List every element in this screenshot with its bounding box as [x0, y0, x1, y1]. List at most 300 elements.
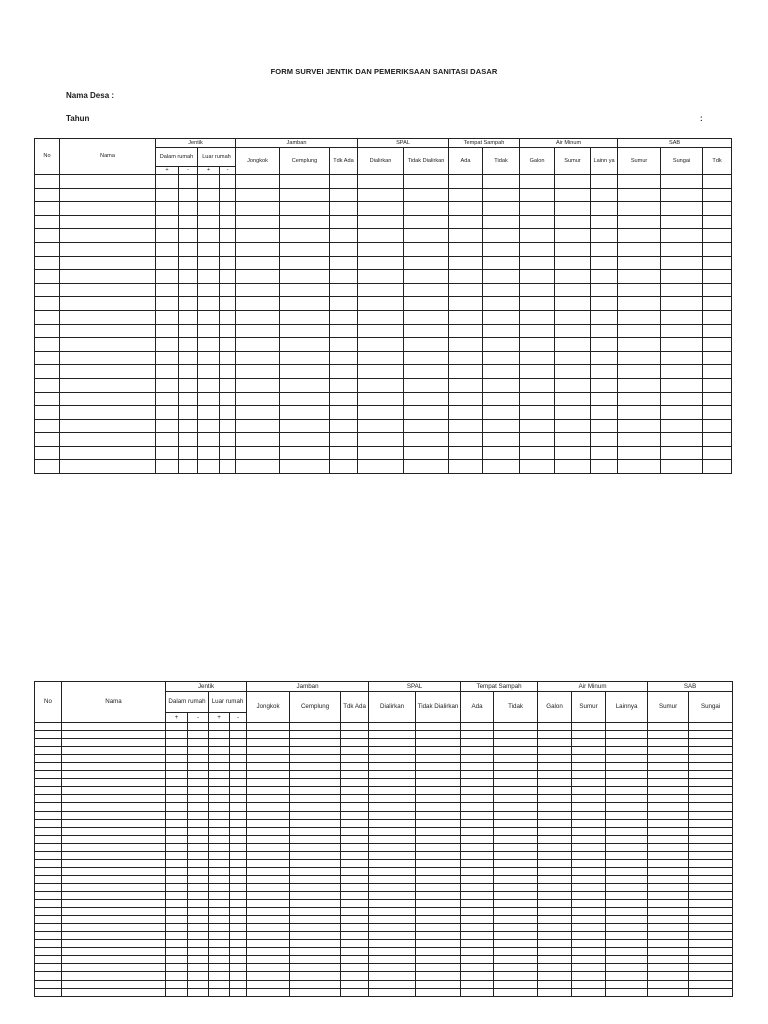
table-cell[interactable] [538, 867, 572, 875]
table-cell[interactable] [62, 747, 166, 755]
table-cell[interactable] [247, 875, 290, 883]
table-cell[interactable] [703, 378, 732, 392]
table-cell[interactable] [209, 891, 230, 899]
table-cell[interactable] [416, 964, 461, 972]
table-cell[interactable] [618, 242, 661, 256]
table-cell[interactable] [572, 739, 606, 747]
table-cell[interactable] [483, 338, 520, 352]
table-cell[interactable] [330, 446, 358, 460]
table-cell[interactable] [35, 188, 60, 202]
table-cell[interactable] [156, 392, 179, 406]
table-cell[interactable] [62, 755, 166, 763]
table-cell[interactable] [230, 948, 247, 956]
table-cell[interactable] [230, 859, 247, 867]
table-cell[interactable] [198, 460, 220, 474]
table-cell[interactable] [60, 392, 156, 406]
table-cell[interactable] [60, 338, 156, 352]
table-cell[interactable] [156, 446, 179, 460]
table-cell[interactable] [230, 779, 247, 787]
table-cell[interactable] [404, 256, 449, 270]
table-cell[interactable] [703, 297, 732, 311]
table-cell[interactable] [188, 988, 209, 996]
table-cell[interactable] [606, 723, 648, 731]
table-cell[interactable] [358, 188, 404, 202]
table-cell[interactable] [220, 433, 236, 447]
table-cell[interactable] [209, 787, 230, 795]
table-cell[interactable] [648, 835, 689, 843]
table-cell[interactable] [62, 803, 166, 811]
table-cell[interactable] [290, 948, 341, 956]
table-cell[interactable] [330, 229, 358, 243]
table-cell[interactable] [330, 283, 358, 297]
table-cell[interactable] [60, 460, 156, 474]
table-cell[interactable] [606, 843, 648, 851]
table-cell[interactable] [166, 787, 188, 795]
table-cell[interactable] [290, 739, 341, 747]
table-cell[interactable] [166, 771, 188, 779]
table-cell[interactable] [188, 795, 209, 803]
table-cell[interactable] [341, 851, 369, 859]
table-cell[interactable] [591, 378, 618, 392]
table-cell[interactable] [703, 256, 732, 270]
table-cell[interactable] [689, 843, 733, 851]
table-cell[interactable] [538, 739, 572, 747]
table-cell[interactable] [220, 256, 236, 270]
table-cell[interactable] [156, 270, 179, 284]
table-cell[interactable] [494, 835, 538, 843]
table-cell[interactable] [369, 924, 416, 932]
table-cell[interactable] [330, 310, 358, 324]
table-cell[interactable] [35, 948, 62, 956]
table-cell[interactable] [520, 242, 555, 256]
table-cell[interactable] [369, 908, 416, 916]
table-cell[interactable] [494, 803, 538, 811]
table-cell[interactable] [230, 972, 247, 980]
table-cell[interactable] [209, 859, 230, 867]
table-cell[interactable] [494, 827, 538, 835]
table-cell[interactable] [188, 731, 209, 739]
table-cell[interactable] [572, 787, 606, 795]
table-cell[interactable] [461, 924, 494, 932]
table-cell[interactable] [538, 723, 572, 731]
table-cell[interactable] [555, 188, 591, 202]
table-cell[interactable] [483, 175, 520, 189]
table-cell[interactable] [703, 351, 732, 365]
table-cell[interactable] [572, 964, 606, 972]
table-cell[interactable] [461, 964, 494, 972]
table-cell[interactable] [648, 867, 689, 875]
table-cell[interactable] [166, 891, 188, 899]
table-cell[interactable] [520, 406, 555, 420]
table-cell[interactable] [606, 819, 648, 827]
table-cell[interactable] [236, 229, 280, 243]
table-cell[interactable] [230, 940, 247, 948]
table-cell[interactable] [606, 731, 648, 739]
table-cell[interactable] [461, 883, 494, 891]
table-cell[interactable] [555, 202, 591, 216]
table-cell[interactable] [572, 755, 606, 763]
table-cell[interactable] [404, 215, 449, 229]
table-cell[interactable] [483, 310, 520, 324]
table-cell[interactable] [341, 891, 369, 899]
table-cell[interactable] [209, 916, 230, 924]
table-cell[interactable] [661, 229, 703, 243]
table-cell[interactable] [35, 932, 62, 940]
table-cell[interactable] [538, 779, 572, 787]
table-cell[interactable] [494, 787, 538, 795]
table-cell[interactable] [449, 378, 483, 392]
table-cell[interactable] [188, 940, 209, 948]
table-cell[interactable] [538, 948, 572, 956]
table-cell[interactable] [188, 763, 209, 771]
table-cell[interactable] [358, 229, 404, 243]
table-cell[interactable] [236, 215, 280, 229]
table-cell[interactable] [572, 948, 606, 956]
table-cell[interactable] [35, 215, 60, 229]
table-cell[interactable] [179, 202, 198, 216]
table-cell[interactable] [538, 932, 572, 940]
table-cell[interactable] [416, 811, 461, 819]
table-cell[interactable] [290, 723, 341, 731]
table-cell[interactable] [290, 875, 341, 883]
table-cell[interactable] [661, 215, 703, 229]
table-cell[interactable] [166, 883, 188, 891]
table-cell[interactable] [494, 819, 538, 827]
table-cell[interactable] [689, 900, 733, 908]
table-cell[interactable] [35, 283, 60, 297]
table-cell[interactable] [369, 739, 416, 747]
table-cell[interactable] [461, 827, 494, 835]
table-cell[interactable] [461, 803, 494, 811]
table-cell[interactable] [35, 900, 62, 908]
table-cell[interactable] [280, 419, 330, 433]
table-cell[interactable] [341, 932, 369, 940]
table-cell[interactable] [689, 972, 733, 980]
table-cell[interactable] [483, 351, 520, 365]
table-cell[interactable] [247, 940, 290, 948]
table-cell[interactable] [166, 867, 188, 875]
table-cell[interactable] [404, 378, 449, 392]
table-cell[interactable] [358, 270, 404, 284]
table-cell[interactable] [220, 310, 236, 324]
table-cell[interactable] [62, 819, 166, 827]
table-cell[interactable] [494, 795, 538, 803]
table-cell[interactable] [188, 723, 209, 731]
table-cell[interactable] [290, 924, 341, 932]
table-cell[interactable] [220, 297, 236, 311]
table-cell[interactable] [689, 875, 733, 883]
table-cell[interactable] [538, 988, 572, 996]
table-cell[interactable] [416, 787, 461, 795]
table-cell[interactable] [618, 175, 661, 189]
table-cell[interactable] [247, 932, 290, 940]
table-cell[interactable] [62, 771, 166, 779]
table-cell[interactable] [416, 940, 461, 948]
table-cell[interactable] [60, 175, 156, 189]
table-cell[interactable] [461, 771, 494, 779]
table-cell[interactable] [247, 916, 290, 924]
table-cell[interactable] [280, 446, 330, 460]
table-cell[interactable] [404, 419, 449, 433]
table-cell[interactable] [156, 433, 179, 447]
table-cell[interactable] [449, 242, 483, 256]
table-cell[interactable] [188, 916, 209, 924]
table-cell[interactable] [60, 202, 156, 216]
table-cell[interactable] [703, 460, 732, 474]
table-cell[interactable] [280, 229, 330, 243]
table-cell[interactable] [555, 378, 591, 392]
table-cell[interactable] [188, 851, 209, 859]
table-cell[interactable] [416, 875, 461, 883]
table-cell[interactable] [461, 859, 494, 867]
table-cell[interactable] [618, 351, 661, 365]
table-cell[interactable] [247, 803, 290, 811]
table-cell[interactable] [606, 739, 648, 747]
table-cell[interactable] [689, 787, 733, 795]
table-cell[interactable] [198, 242, 220, 256]
table-cell[interactable] [290, 956, 341, 964]
table-cell[interactable] [62, 827, 166, 835]
table-cell[interactable] [341, 980, 369, 988]
table-cell[interactable] [416, 891, 461, 899]
table-cell[interactable] [166, 739, 188, 747]
table-cell[interactable] [358, 351, 404, 365]
table-cell[interactable] [648, 779, 689, 787]
table-cell[interactable] [209, 835, 230, 843]
table-cell[interactable] [648, 956, 689, 964]
table-cell[interactable] [661, 378, 703, 392]
table-cell[interactable] [404, 242, 449, 256]
table-cell[interactable] [166, 851, 188, 859]
table-cell[interactable] [404, 365, 449, 379]
table-cell[interactable] [280, 202, 330, 216]
table-cell[interactable] [591, 175, 618, 189]
table-cell[interactable] [369, 916, 416, 924]
table-cell[interactable] [369, 819, 416, 827]
table-cell[interactable] [247, 747, 290, 755]
table-cell[interactable] [230, 956, 247, 964]
table-cell[interactable] [358, 365, 404, 379]
table-cell[interactable] [166, 916, 188, 924]
table-cell[interactable] [290, 779, 341, 787]
table-cell[interactable] [209, 900, 230, 908]
table-cell[interactable] [461, 851, 494, 859]
table-cell[interactable] [290, 980, 341, 988]
table-cell[interactable] [236, 188, 280, 202]
table-cell[interactable] [188, 771, 209, 779]
table-cell[interactable] [341, 787, 369, 795]
table-cell[interactable] [236, 175, 280, 189]
table-cell[interactable] [555, 406, 591, 420]
table-cell[interactable] [661, 392, 703, 406]
table-cell[interactable] [35, 964, 62, 972]
table-cell[interactable] [247, 851, 290, 859]
table-cell[interactable] [606, 811, 648, 819]
table-cell[interactable] [520, 283, 555, 297]
table-cell[interactable] [341, 900, 369, 908]
table-cell[interactable] [60, 406, 156, 420]
table-cell[interactable] [648, 819, 689, 827]
table-cell[interactable] [179, 175, 198, 189]
table-cell[interactable] [606, 924, 648, 932]
table-cell[interactable] [280, 460, 330, 474]
table-cell[interactable] [416, 932, 461, 940]
table-cell[interactable] [341, 956, 369, 964]
table-cell[interactable] [369, 723, 416, 731]
table-cell[interactable] [220, 283, 236, 297]
table-cell[interactable] [449, 256, 483, 270]
table-cell[interactable] [330, 175, 358, 189]
table-cell[interactable] [290, 771, 341, 779]
table-cell[interactable] [330, 297, 358, 311]
table-cell[interactable] [166, 779, 188, 787]
table-cell[interactable] [520, 433, 555, 447]
table-cell[interactable] [606, 827, 648, 835]
table-cell[interactable] [555, 392, 591, 406]
table-cell[interactable] [280, 351, 330, 365]
table-cell[interactable] [209, 851, 230, 859]
table-cell[interactable] [358, 406, 404, 420]
table-cell[interactable] [230, 739, 247, 747]
table-cell[interactable] [358, 433, 404, 447]
table-cell[interactable] [689, 811, 733, 819]
table-cell[interactable] [689, 795, 733, 803]
table-cell[interactable] [572, 859, 606, 867]
table-cell[interactable] [341, 964, 369, 972]
table-cell[interactable] [236, 460, 280, 474]
table-cell[interactable] [648, 883, 689, 891]
table-cell[interactable] [35, 916, 62, 924]
table-cell[interactable] [209, 771, 230, 779]
table-cell[interactable] [689, 883, 733, 891]
table-cell[interactable] [483, 378, 520, 392]
table-cell[interactable] [236, 256, 280, 270]
table-cell[interactable] [369, 803, 416, 811]
table-cell[interactable] [35, 859, 62, 867]
table-cell[interactable] [341, 835, 369, 843]
table-cell[interactable] [494, 900, 538, 908]
table-cell[interactable] [230, 916, 247, 924]
table-cell[interactable] [35, 723, 62, 731]
table-cell[interactable] [416, 835, 461, 843]
table-cell[interactable] [661, 175, 703, 189]
table-cell[interactable] [156, 229, 179, 243]
table-cell[interactable] [230, 787, 247, 795]
table-cell[interactable] [703, 283, 732, 297]
table-cell[interactable] [606, 795, 648, 803]
table-cell[interactable] [188, 867, 209, 875]
table-cell[interactable] [209, 875, 230, 883]
table-cell[interactable] [62, 795, 166, 803]
table-cell[interactable] [689, 948, 733, 956]
table-cell[interactable] [330, 460, 358, 474]
table-cell[interactable] [166, 731, 188, 739]
table-cell[interactable] [247, 972, 290, 980]
table-cell[interactable] [520, 392, 555, 406]
table-cell[interactable] [538, 851, 572, 859]
table-cell[interactable] [341, 731, 369, 739]
table-cell[interactable] [494, 972, 538, 980]
table-cell[interactable] [247, 771, 290, 779]
table-cell[interactable] [555, 324, 591, 338]
table-cell[interactable] [166, 964, 188, 972]
table-cell[interactable] [520, 351, 555, 365]
table-cell[interactable] [461, 916, 494, 924]
table-cell[interactable] [572, 827, 606, 835]
table-cell[interactable] [618, 310, 661, 324]
table-cell[interactable] [416, 843, 461, 851]
table-cell[interactable] [198, 338, 220, 352]
table-cell[interactable] [179, 215, 198, 229]
table-cell[interactable] [188, 932, 209, 940]
table-cell[interactable] [179, 446, 198, 460]
table-cell[interactable] [416, 900, 461, 908]
table-cell[interactable] [618, 406, 661, 420]
table-cell[interactable] [179, 406, 198, 420]
table-cell[interactable] [572, 819, 606, 827]
table-cell[interactable] [35, 256, 60, 270]
table-cell[interactable] [538, 819, 572, 827]
table-cell[interactable] [606, 859, 648, 867]
table-cell[interactable] [198, 446, 220, 460]
table-cell[interactable] [461, 940, 494, 948]
table-cell[interactable] [648, 916, 689, 924]
table-cell[interactable] [369, 891, 416, 899]
table-cell[interactable] [618, 419, 661, 433]
table-cell[interactable] [606, 940, 648, 948]
table-cell[interactable] [280, 433, 330, 447]
table-cell[interactable] [166, 747, 188, 755]
table-cell[interactable] [538, 924, 572, 932]
table-cell[interactable] [188, 843, 209, 851]
table-cell[interactable] [494, 980, 538, 988]
table-cell[interactable] [209, 803, 230, 811]
table-cell[interactable] [330, 202, 358, 216]
table-cell[interactable] [404, 406, 449, 420]
table-cell[interactable] [494, 779, 538, 787]
table-cell[interactable] [369, 956, 416, 964]
table-cell[interactable] [35, 229, 60, 243]
table-cell[interactable] [198, 419, 220, 433]
table-cell[interactable] [341, 859, 369, 867]
table-cell[interactable] [572, 747, 606, 755]
table-cell[interactable] [341, 883, 369, 891]
table-cell[interactable] [209, 932, 230, 940]
table-cell[interactable] [538, 795, 572, 803]
table-cell[interactable] [62, 859, 166, 867]
table-cell[interactable] [416, 763, 461, 771]
table-cell[interactable] [35, 324, 60, 338]
table-cell[interactable] [648, 723, 689, 731]
table-cell[interactable] [606, 932, 648, 940]
table-cell[interactable] [247, 948, 290, 956]
table-cell[interactable] [35, 310, 60, 324]
table-cell[interactable] [461, 932, 494, 940]
table-cell[interactable] [689, 731, 733, 739]
table-cell[interactable] [703, 202, 732, 216]
table-cell[interactable] [572, 731, 606, 739]
table-cell[interactable] [618, 365, 661, 379]
table-cell[interactable] [166, 835, 188, 843]
table-cell[interactable] [280, 338, 330, 352]
table-cell[interactable] [416, 956, 461, 964]
table-cell[interactable] [483, 270, 520, 284]
table-cell[interactable] [290, 972, 341, 980]
table-cell[interactable] [572, 988, 606, 996]
table-cell[interactable] [230, 795, 247, 803]
table-cell[interactable] [62, 988, 166, 996]
table-cell[interactable] [247, 779, 290, 787]
